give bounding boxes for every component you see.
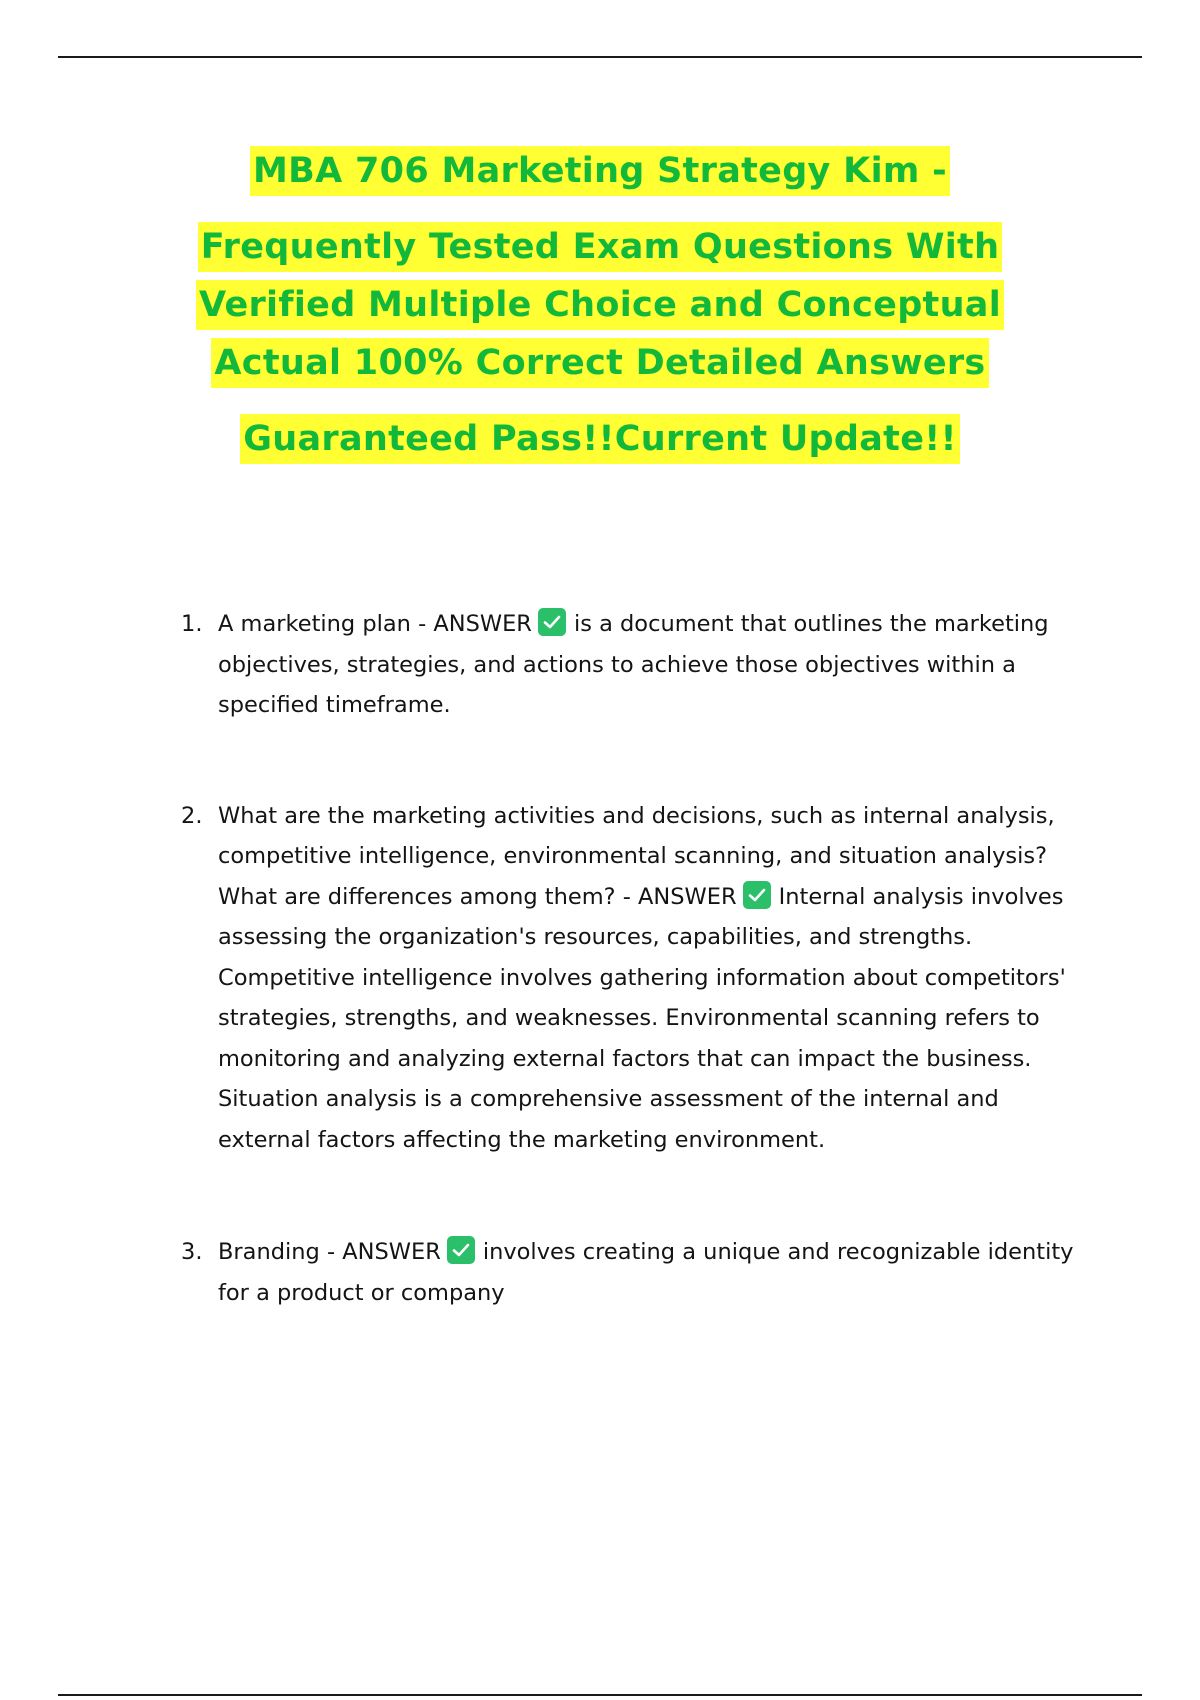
check-mark-icon bbox=[447, 1236, 475, 1264]
title-line: Guaranteed Pass!!Current Update!! bbox=[0, 414, 1200, 464]
title-line: Verified Multiple Choice and Conceptual bbox=[0, 280, 1200, 330]
question-prompt: A marketing plan - ANSWER bbox=[218, 611, 532, 637]
question-prompt: Branding - ANSWER bbox=[218, 1239, 441, 1265]
answer-text: involves creating a unique and recognizable identity for a product or company bbox=[218, 1239, 1074, 1306]
title-line: MBA 706 Marketing Strategy Kim - bbox=[0, 146, 1200, 196]
question-number: 3. bbox=[181, 1239, 203, 1265]
question-item bbox=[181, 1232, 1081, 1313]
top-divider bbox=[58, 56, 1142, 58]
question-number: 1. bbox=[181, 611, 203, 637]
question-number: 2. bbox=[181, 802, 203, 829]
check-mark-icon bbox=[743, 881, 771, 909]
check-mark-icon bbox=[538, 608, 566, 636]
answer-text: is a document that outlines the marketing objectives, strategies, and actions to achieve those objectives within a specified timeframe. bbox=[218, 611, 1049, 718]
question-list bbox=[181, 604, 1081, 1313]
bottom-divider bbox=[58, 1694, 1142, 1696]
title-line: Actual 100% Correct Detailed Answers bbox=[0, 338, 1200, 388]
answer-text: Internal analysis involves assessing the organization's resources, capabilities, and strengths. Competitive intelligence involves gathering information about competitors' strategies, strengths, and weaknesses. Environmental scanning refers to monitoring and analyzing external factors that can impact the business. Situation analysis is a comprehensive assessment of the internal and external factors affecting the marketing environment. bbox=[218, 883, 1066, 1153]
title-line: Frequently Tested Exam Questions With bbox=[0, 222, 1200, 272]
question-prompt: What are the marketing activities and decisions, such as internal analysis, competitive intelligence, environmental scanning, and situation analysis? What are differences among them? - ANSWER bbox=[218, 802, 1055, 910]
question-item bbox=[181, 604, 1081, 726]
question-item bbox=[181, 796, 1081, 1161]
document-title bbox=[0, 146, 1200, 464]
